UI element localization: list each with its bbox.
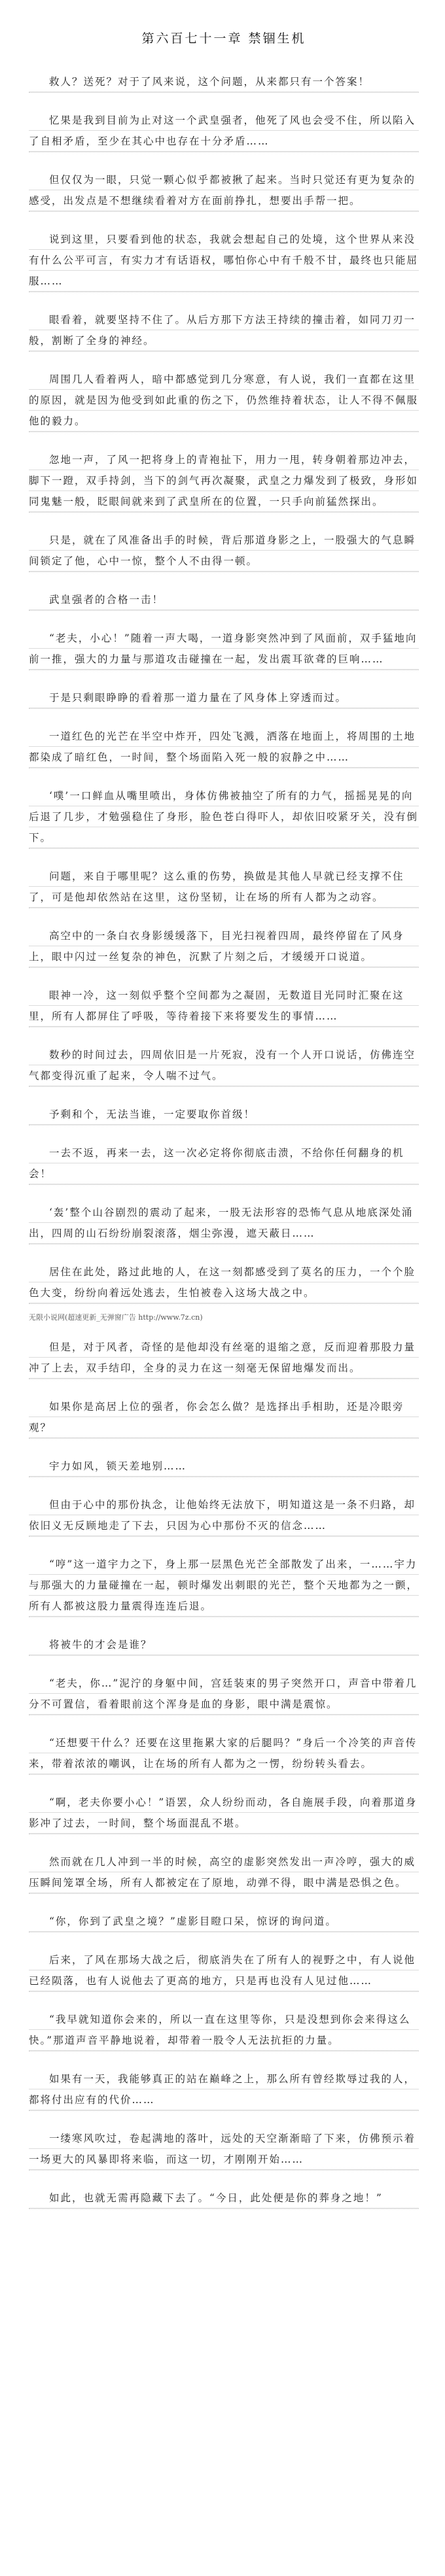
paragraph: “老夫，你…”泥泞的身躯中间，宫廷装束的男子突然开口，声音中带着几分不可置信，看着眼前这个浑身是血的身影，眼中满是震惊。 [29, 1673, 419, 1715]
paragraph: 于是只剩眼睁睁的看着那一道力量在了风身体上穿透而过。 [29, 687, 419, 709]
paragraph: “老夫，小心！”随着一声大喝，一道身影突然冲到了风面前，双手猛地向前一推，强大的力量与那道攻击碰撞在一起，发出震耳欲聋的巨响…… [29, 628, 419, 670]
paragraph: 宇力如风，锁天差地别…… [29, 1456, 419, 1477]
paragraph: 说到这里，只要看到他的状态，我就会想起自己的处境，这个世界从来没有什么公平可言，有实力才有话语权，哪怕你心中有千般不甘，最终也只能屈服…… [29, 229, 419, 292]
paragraph: “你，你到了武皇之境？”虚影目瞪口呆，惊讶的询问道。 [29, 1911, 419, 1932]
paragraph: 眼看着，就要坚持不住了。从后方那下方法王持续的撞击着，如同刀刃一般，割断了全身的神经。 [29, 309, 419, 352]
paragraph: 但由于心中的那份执念，让他始终无法放下，明知道这是一条不归路，却依旧义无反顾地走了下去，只因为心中那份不灭的信念…… [29, 1494, 419, 1537]
paragraph: 如果有一天，我能够真正的站在巅峰之上，那么所有曾经欺辱过我的人，都将付出应有的代价…… [29, 2069, 419, 2111]
paragraph: 但是，对于风者，奇怪的是他却没有丝毫的退缩之意，反而迎着那股力量冲了上去，双手结印，全身的灵力在这一刻毫无保留地爆发而出。 [29, 1337, 419, 1379]
paragraph: 数秒的时间过去，四周依旧是一片死寂，没有一个人开口说话，仿佛连空气都变得沉重了起来，令人喘不过气。 [29, 1044, 419, 1087]
paragraph: 忽地一声，了风一把将身上的青袍扯下，用力一甩，转身朝着那边冲去，脚下一蹬，双手持剑，当下的剑气再次凝聚，武皇之力爆发到了极致，身形如同鬼魅一般，眨眼间就来到了武皇所在的位置，一只手向前猛然探出。 [29, 449, 419, 513]
paragraph: “还想要干什么？还要在这里拖累大家的后腿吗？”身后一个冷笑的声音传来，带着浓浓的嘲讽，让在场的所有人都为之一愣，纷纷转头看去。 [29, 1732, 419, 1775]
paragraph: 一缕寒风吹过，卷起满地的落叶，远处的天空渐渐暗了下来，仿佛预示着一场更大的风暴即将来临，而这一切，才刚刚开始…… [29, 2128, 419, 2171]
paragraph: 武皇强者的合格一击！ [29, 589, 419, 611]
paragraph: 眼神一冷，这一刻似乎整个空间都为之凝固，无数道目光同时汇聚在这里，所有人都屏住了呼吸，等待着接下来将要发生的事情…… [29, 985, 419, 1027]
paragraph: 然而就在几人冲到一半的时候，高空的虚影突然发出一声冷哼，强大的威压瞬间笼罩全场，所有人都被定在了原地，动弹不得，眼中满是恐惧之色。 [29, 1851, 419, 1894]
paragraph: 周围几人看着两人，暗中都感觉到几分寒意，有人说，我们一直都在这里的原因，就是因为他受到如此重的伤之下，仍然维持着状态，让人不得不佩服他的毅力。 [29, 369, 419, 432]
paragraph: 后来，了风在那场大战之后，彻底消失在了所有人的视野之中，有人说他已经陨落，也有人说他去了更高的地方，只是再也没有人见过他…… [29, 1949, 419, 1992]
paragraph: 救人？送死？对于了风来说，这个问题，从来都只有一个答案！ [29, 71, 419, 93]
paragraph: 一去不返，再来一去，这一次必定将你彻底击溃，不给你任何翻身的机会！ [29, 1142, 419, 1185]
paragraph: “啊，老夫你要小心！”语罢，众人纷纷而动，各自施展手段，向着那道身影冲了过去，一时间，整个场面混乱不堪。 [29, 1792, 419, 1834]
chapter-content [29, 29, 419, 2226]
chapter-title: 第六百七十一章 禁锢生机 [141, 31, 306, 46]
paragraph: 问题，来自于哪里呢？这么重的伤势，换做是其他人早就已经支撑不住了，可是他却依然站在这里，这份坚韧，让在场的所有人都为之动容。 [29, 866, 419, 908]
paragraph: 将被牛的才会是谁？ [29, 1634, 419, 1656]
paragraph: 一道红色的光芒在半空中炸开，四处飞溅，洒落在地面上，将周围的土地都染成了暗红色，一时间，整个场面陷入死一般的寂静之中…… [29, 726, 419, 768]
paragraph-list [29, 71, 419, 2209]
paragraph: ‘噗’一口鲜血从嘴里喷出，身体仿佛被抽空了所有的力气，摇摇晃晃的向后退了几步，才勉强稳住了身形，脸色苍白得吓人，却依旧咬紧牙关，没有倒下。 [29, 785, 419, 849]
watermark-text: 无限小说网(超速更新_无弹窗广告 http://www.7z.cn) [29, 1313, 203, 1322]
paragraph: “哼”这一道宇力之下，身上那一层黑色光芒全部散发了出来，一……宇力与那强大的力量碰撞在一起，顿时爆发出刺眼的光芒，整个天地都为之一颤，所有人都被这股力量震得连连后退。 [29, 1554, 419, 1617]
paragraph: “我早就知道你会来的，所以一直在这里等你，只是没想到你会来得这么快。”那道声音平静地说着，却带着一股令人无法抗拒的力量。 [29, 2009, 419, 2052]
paragraph: ‘轰’整个山谷剧烈的震动了起来，一股无法形容的恐怖气息从地底深处涌出，四周的山石纷纷崩裂滚落，烟尘弥漫，遮天蔽日…… [29, 1202, 419, 1245]
paragraph: 忆果是我到目前为止对这一个武皇强者，他死了风也会受不住，所以陷入了自相矛盾，至少在其心中也存在十分矛盾…… [29, 110, 419, 152]
paragraph: 高空中的一条白衣身影缓缓落下，目光扫视着四周，最终停留在了风身上，眼中闪过一丝复杂的神色，沉默了片刻之后，才缓缓开口说道。 [29, 925, 419, 968]
paragraph: 只是，就在了风准备出手的时候，背后那道身影之上，一股强大的气息瞬间锁定了他，心中一惊，整个人不由得一顿。 [29, 530, 419, 572]
paragraph: 予剩和个，无法当谁，一定要取你首级！ [29, 1104, 419, 1125]
paragraph: 但仅仅为一眼，只觉一颗心似乎都被揪了起来。当时只觉还有更为复杂的感受，出发点是不想继续看着对方在面前挣扎，想要出手帮一把。 [29, 169, 419, 212]
paragraph: 如果你是高居上位的强者，你会怎么做？是选择出手相助，还是冷眼旁观？ [29, 1396, 419, 1439]
paragraph: 居住在此处，路过此地的人，在这一刻都感受到了莫名的压力，一个个脸色大变，纷纷向着远处逃去，生怕被卷入这场大战之中。 [29, 1262, 419, 1304]
paragraph: 如此，也就无需再隐藏下去了。“今日，此处便是你的葬身之地！” [29, 2188, 419, 2209]
